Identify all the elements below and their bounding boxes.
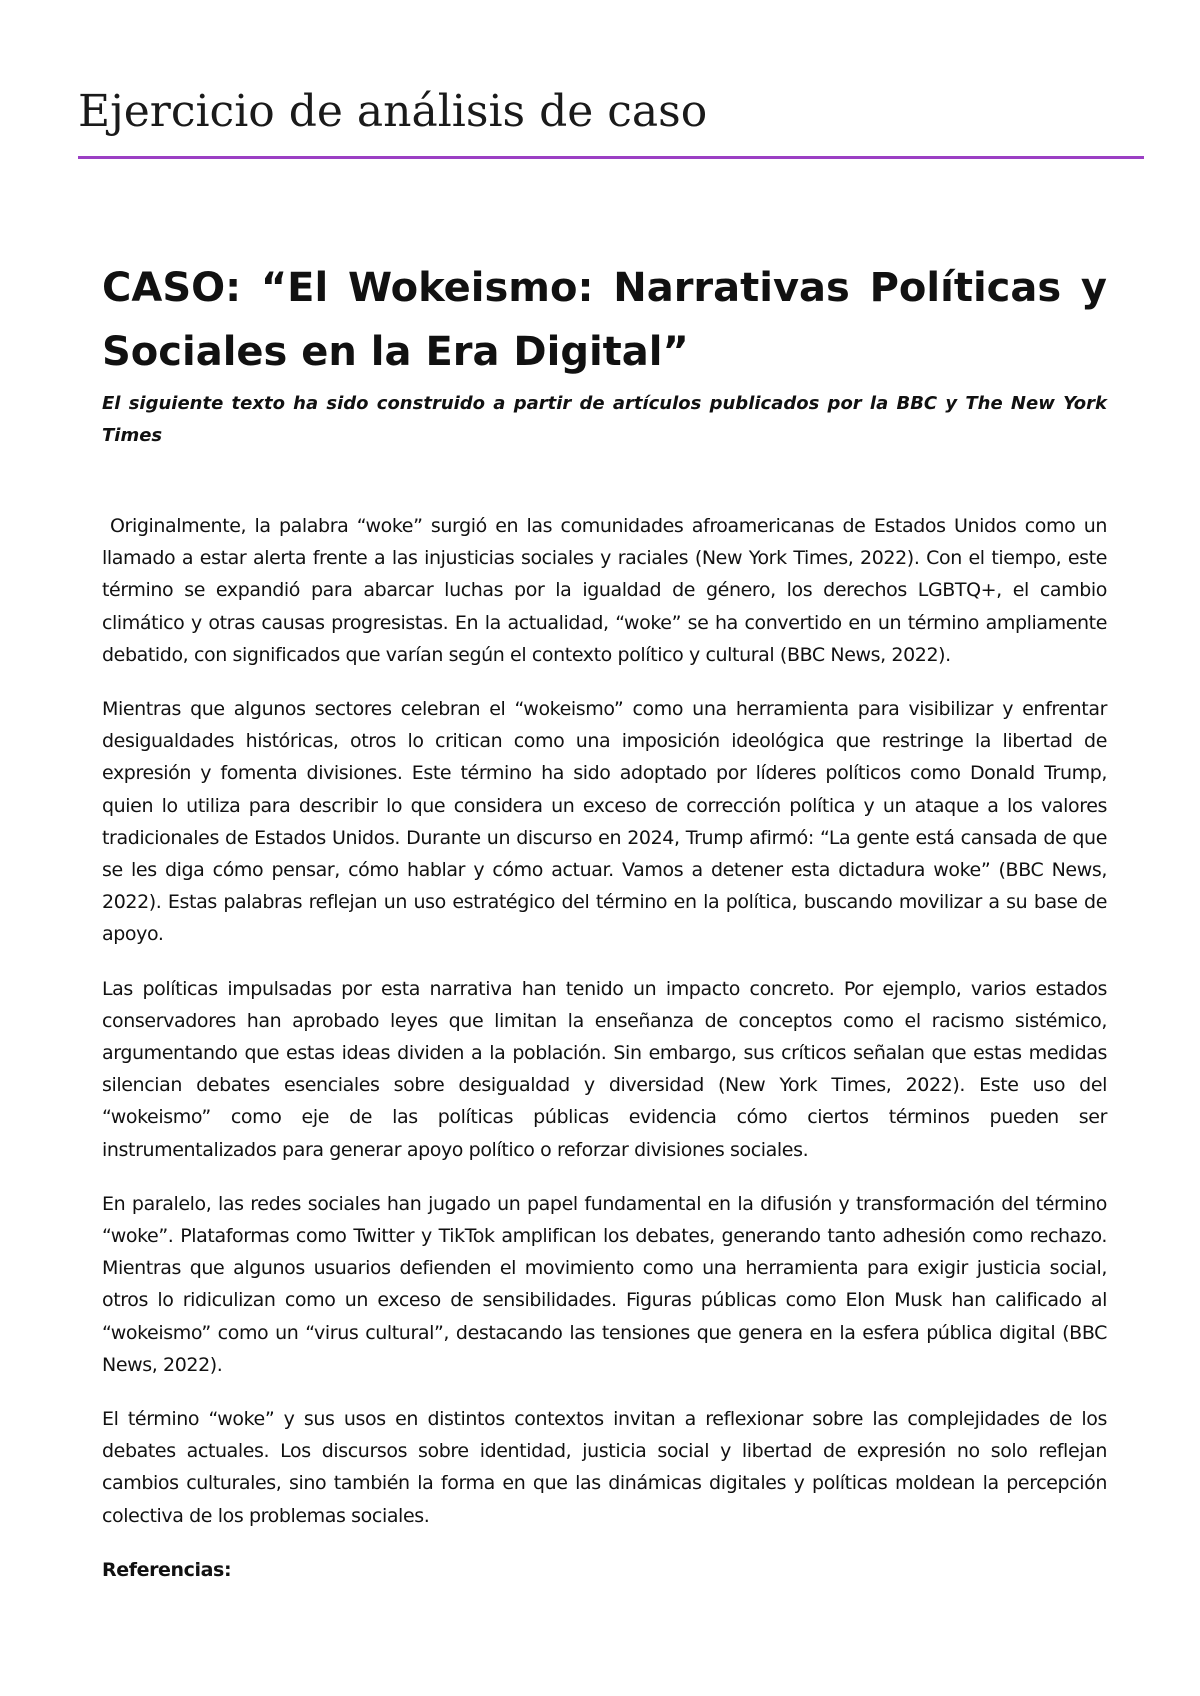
case-body bbox=[102, 510, 1107, 1586]
paragraph-5: El término “woke” y sus usos en distintos contextos invitan a reflexionar sobre las complejidades de los debates actuales. Los discursos sobre identidad, justicia social y libertad de expresión no solo reflejan cambios culturales, sino también la forma en que las dinámicas digitales y políticas moldean la percepción colectiva de los problemas sociales. bbox=[102, 1408, 1107, 1527]
page-title: Ejercicio de análisis de caso bbox=[78, 86, 708, 137]
page-header bbox=[78, 82, 1144, 159]
title-divider bbox=[78, 156, 1144, 159]
case-title: CASO: “El Wokeismo: Narrativas Políticas y Sociales en la Era Digital” bbox=[102, 265, 1107, 375]
document-content bbox=[102, 256, 1107, 1608]
paragraph-3: Las políticas impulsadas por esta narrativa han tenido un impacto concreto. Por ejemplo, varios estados conservadores han aprobado leyes que limitan la enseñanza de conceptos como el racismo sistémico, argumentando que estas ideas dividen a la población. Sin embargo, sus críticos señalan que estas medidas silencian debates esenciales sobre desigualdad y diversidad (New York Times, 2022). Este uso del “wokeismo” como eje de las políticas públicas evidencia cómo ciertos términos pueden ser instrumentalizados para generar apoyo político o reforzar divisiones sociales. bbox=[102, 977, 1107, 1161]
case-subtitle: El siguiente texto ha sido construido a partir de artículos publicados por la BBC y The New York Times bbox=[102, 393, 1107, 446]
paragraph-2: Mientras que algunos sectores celebran el “wokeismo” como una herramienta para visibilizar y enfrentar desigualdades históricas, otros lo critican como una imposición ideológica que restringe la libertad de expresión y fomenta divisiones. Este término ha sido adoptado por líderes políticos como Donald Trump, quien lo utiliza para describir lo que considera un exceso de corrección política y un ataque a los valores tradicionales de Estados Unidos. Durante un discurso en 2024, Trump afirmó: “La gente está cansada de que se les diga cómo pensar, cómo hablar y cómo actuar. Vamos a detener esta dictadura woke” (BBC News, 2022). Estas palabras reflejan un uso estratégico del término en la política, buscando movilizar a su base de apoyo. bbox=[102, 698, 1107, 946]
paragraph-1: Originalmente, la palabra “woke” surgió en las comunidades afroamericanas de Estados Unidos como un llamado a estar alerta frente a las injusticias sociales y raciales (New York Times, 2022). Con el tiempo, este término se expandió para abarcar luchas por la igualdad de género, los derechos LGBTQ+, el cambio climático y otras causas progresistas. En la actualidad, “woke” se ha convertido en un término ampliamente debatido, con significados que varían según el contexto político y cultural (BBC News, 2022). bbox=[102, 515, 1107, 666]
paragraph-4: En paralelo, las redes sociales han jugado un papel fundamental en la difusión y transformación del término “woke”. Plataformas como Twitter y TikTok amplifican los debates, generando tanto adhesión como rechazo. Mientras que algunos usuarios defienden el movimiento como una herramienta para exigir justicia social, otros lo ridiculizan como un exceso de sensibilidades. Figuras públicas como Elon Musk han calificado al “wokeismo” como un “virus cultural”, destacando las tensiones que genera en la esfera pública digital (BBC News, 2022). bbox=[102, 1192, 1107, 1376]
references-heading: Referencias: bbox=[102, 1558, 232, 1581]
